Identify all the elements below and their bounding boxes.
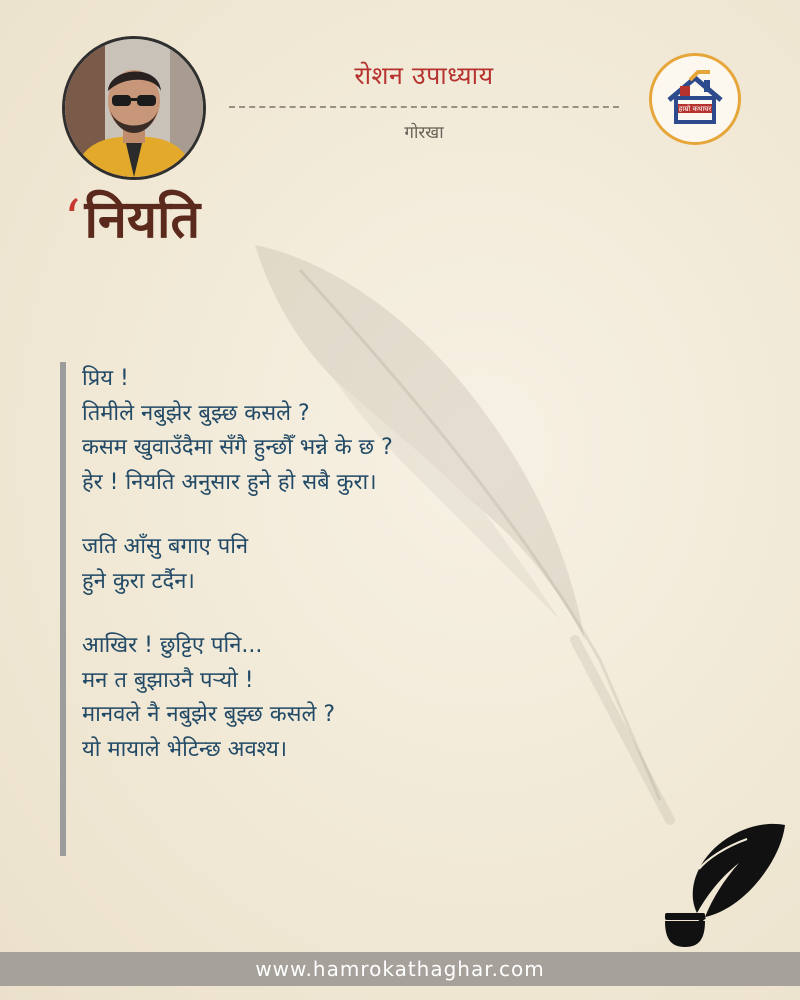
quill-inkpot-icon: [655, 817, 790, 952]
dashed-divider: [229, 106, 619, 108]
poem-stanza: [82, 629, 620, 767]
author-place: गोरखा: [404, 123, 444, 143]
poem-line: तिमीले नबुझेर बुझ्छ कसले ?: [82, 400, 310, 426]
house-logo-icon: [649, 53, 741, 145]
poem-line: कसम खुवाउँदैमा सँगै हुन्छौँ भन्ने के छ ?: [82, 435, 393, 460]
poem-line: मन त बुझाउनै पऱ्यो !: [82, 667, 254, 693]
logo-text: हाम्रो कथाघर: [678, 105, 712, 113]
author-info: [228, 58, 620, 143]
quote-mark: ‘: [64, 190, 81, 250]
poem-line: मानवले नै नबुझेर बुझ्छ कसले ?: [82, 702, 336, 727]
author-avatar: [62, 36, 206, 180]
poem-title: नियति: [84, 190, 201, 250]
poem-stanza: [82, 530, 620, 599]
website-footer: www.hamrokathaghar.com: [0, 952, 800, 986]
poem-line: हेर ! नियति अनुसार हुने हो सबै कुरा।: [82, 469, 377, 495]
poem-line: प्रिय !: [82, 366, 129, 391]
poem-line: जति आँसु बगाए पनि: [82, 534, 249, 559]
poem-stanza: [82, 362, 620, 500]
poem-line: आखिर ! छुट्टिए पनि...: [82, 633, 263, 658]
title-block: [64, 192, 200, 249]
poem-line: यो मायाले भेटिन्छ अवश्य।: [82, 736, 288, 762]
author-name: रोशन उपाध्याय: [354, 61, 494, 90]
poem-body: [60, 362, 620, 856]
poem-line: हुने कुरा टर्दैन।: [82, 568, 195, 594]
